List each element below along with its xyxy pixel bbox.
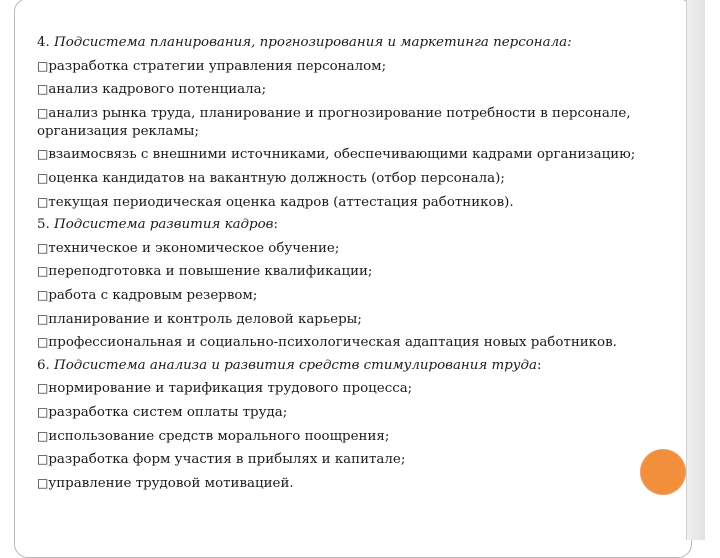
checkbox-bullet-icon: □: [37, 381, 49, 396]
checkbox-bullet-icon: □: [37, 475, 49, 490]
list-item: □разработка систем оплаты труда;: [37, 404, 288, 420]
checkbox-bullet-icon: □: [37, 287, 49, 302]
list-item: □работа с кадровым резервом;: [37, 287, 258, 303]
section-title: Подсистема развития кадров: [54, 217, 274, 233]
list-item: □нормирование и тарификация трудового процесса;: [37, 381, 413, 397]
section-heading: 6. Подсистема анализа и развития средств стимулирования труда:: [37, 357, 542, 373]
section-title: Подсистема планирования, прогнозирования и маркетинга персонала:: [54, 35, 572, 50]
checkbox-bullet-icon: □: [37, 58, 49, 73]
checkbox-bullet-icon: □: [37, 170, 49, 185]
checkbox-bullet-icon: □: [37, 105, 49, 120]
list-item: □анализ кадрового потенциала;: [37, 82, 267, 98]
list-item: □управление трудовой мотивацией.: [37, 475, 294, 491]
section-heading: 4. Подсистема планирования, прогнозирования и маркетинга персонала:: [37, 35, 572, 50]
section-heading: 5. Подсистема развития кадров:: [37, 217, 278, 233]
checkbox-bullet-icon: □: [37, 452, 49, 467]
list-item: □планирование и контроль деловой карьеры;: [37, 311, 362, 327]
checkbox-bullet-icon: □: [37, 404, 49, 419]
checkbox-bullet-icon: □: [37, 240, 49, 255]
checkbox-bullet-icon: □: [37, 194, 49, 209]
slide-content: [37, 34, 677, 497]
checkbox-bullet-icon: □: [37, 311, 49, 326]
checkbox-bullet-icon: □: [37, 335, 49, 350]
list-item: □разработка форм участия в прибылях и капитале;: [37, 452, 406, 468]
list-item: □техническое и экономическое обучение;: [37, 240, 340, 256]
list-item: □использование средств морального поощрения;: [37, 428, 390, 444]
list-item: □текущая периодическая оценка кадров (аттестация работников).: [37, 194, 514, 210]
checkbox-bullet-icon: □: [37, 82, 49, 97]
section-title: Подсистема анализа и развития средств стимулирования труда: [54, 357, 537, 373]
list-item: □взаимосвязь с внешними источниками, обеспечивающими кадрами организацию;: [37, 147, 636, 163]
checkbox-bullet-icon: □: [37, 428, 49, 443]
list-item: □переподготовка и повышение квалификации;: [37, 264, 373, 280]
list-item: □профессиональная и социально-психологическая адаптация новых работников.: [37, 335, 617, 351]
list-item: □анализ рынка труда, планирование и прогнозирование потребности в персонале, организация рекламы;: [37, 105, 631, 139]
slide-side-bar: [686, 0, 705, 540]
list-item: □оценка кандидатов на вакантную должность (отбор персонала);: [37, 170, 505, 186]
checkbox-bullet-icon: □: [37, 264, 49, 279]
checkbox-bullet-icon: □: [37, 147, 49, 162]
list-item: □разработка стратегии управления персоналом;: [37, 58, 387, 74]
decorative-circle-icon: [640, 449, 686, 495]
